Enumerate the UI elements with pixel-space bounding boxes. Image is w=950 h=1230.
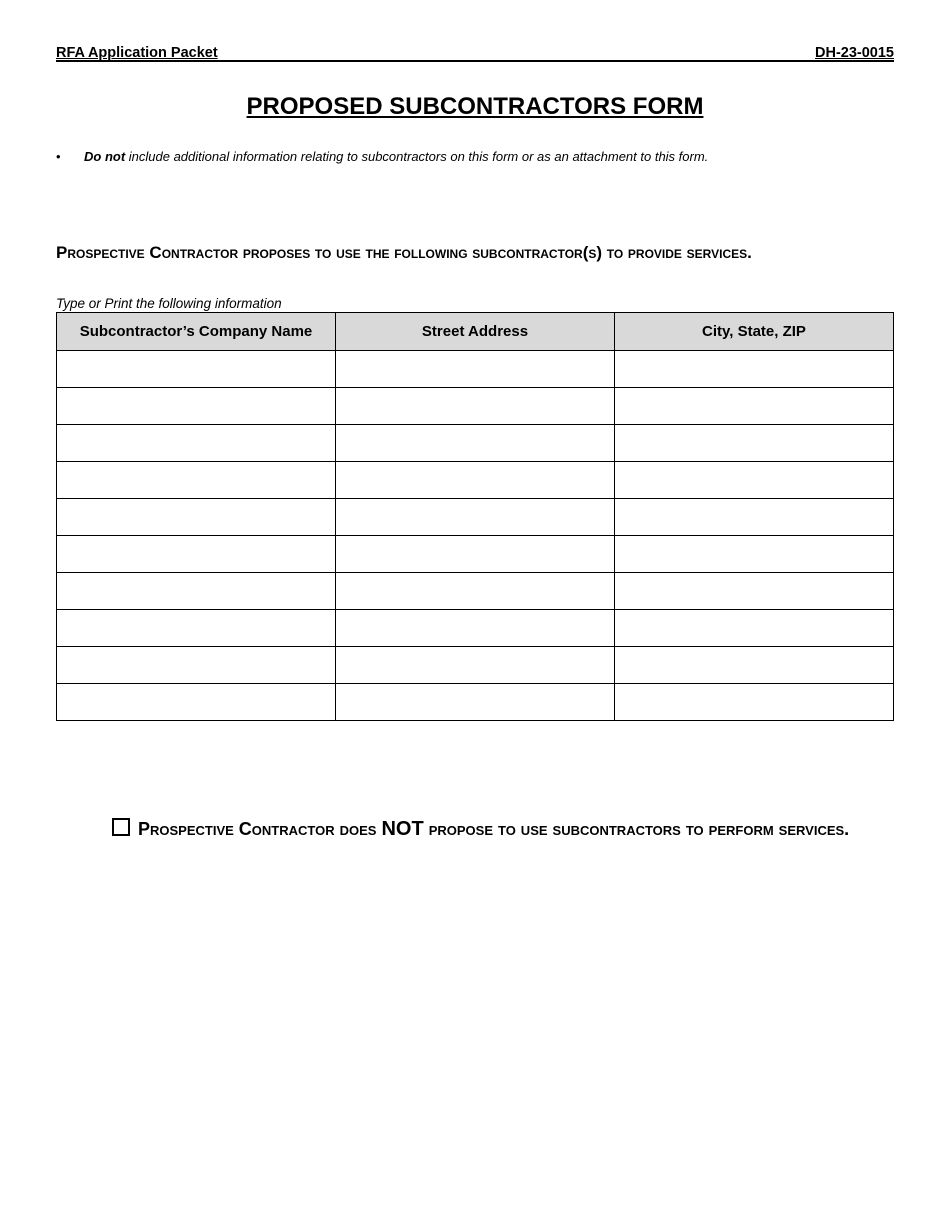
street-address-cell[interactable] [336, 499, 615, 536]
company-name-cell[interactable] [57, 462, 336, 499]
company-name-cell[interactable] [57, 647, 336, 684]
company-name-cell[interactable] [57, 388, 336, 425]
street-address-cell[interactable] [336, 684, 615, 721]
header-document-id: DH-23-0015 [815, 45, 894, 61]
street-address-cell[interactable] [336, 351, 615, 388]
company-name-cell[interactable] [57, 499, 336, 536]
company-name-cell[interactable] [57, 536, 336, 573]
street-address-cell[interactable] [336, 573, 615, 610]
column-header-city-state-zip: City, State, ZIP [615, 313, 894, 351]
city-state-zip-cell[interactable] [615, 351, 894, 388]
company-name-cell[interactable] [57, 684, 336, 721]
table-row [57, 536, 894, 573]
table-row [57, 499, 894, 536]
no-subcontractor-not: NOT [381, 818, 424, 840]
table-row [57, 684, 894, 721]
page-header [56, 45, 894, 62]
no-subcontractor-checkbox[interactable] [112, 818, 130, 836]
form-title: PROPOSED SUBCONTRACTORS FORM [246, 93, 704, 120]
city-state-zip-cell[interactable] [615, 425, 894, 462]
column-header-company-name: Subcontractor’s Company Name [57, 313, 336, 351]
street-address-cell[interactable] [336, 462, 615, 499]
street-address-cell[interactable] [336, 610, 615, 647]
table-body [57, 351, 894, 721]
city-state-zip-cell[interactable] [615, 610, 894, 647]
table-row [57, 462, 894, 499]
no-subcontractor-option [112, 814, 892, 845]
city-state-zip-cell[interactable] [615, 647, 894, 684]
street-address-cell[interactable] [336, 388, 615, 425]
header-packet-title: RFA Application Packet [56, 45, 218, 61]
street-address-cell[interactable] [336, 536, 615, 573]
section-heading: Prospective Contractor proposes to use the following subcontractor(s) to provide services. [56, 243, 752, 262]
instruction-text: Type or Print the following information [56, 296, 282, 311]
column-header-street-address: Street Address [336, 313, 615, 351]
company-name-cell[interactable] [57, 573, 336, 610]
table-header-row [57, 313, 894, 351]
table-row [57, 573, 894, 610]
company-name-cell[interactable] [57, 425, 336, 462]
city-state-zip-cell[interactable] [615, 684, 894, 721]
table-row [57, 388, 894, 425]
notice-rest: include additional information relating to subcontractors on this form or as an attachment to this form. [125, 149, 709, 164]
city-state-zip-cell[interactable] [615, 573, 894, 610]
no-subcontractor-text-part2: propose to use subcontractors to perform services. [423, 819, 850, 839]
city-state-zip-cell[interactable] [615, 499, 894, 536]
company-name-cell[interactable] [57, 351, 336, 388]
bullet-point: • [56, 149, 61, 164]
table-row [57, 610, 894, 647]
street-address-cell[interactable] [336, 425, 615, 462]
table-row [57, 425, 894, 462]
notice-text [84, 149, 708, 164]
street-address-cell[interactable] [336, 647, 615, 684]
city-state-zip-cell[interactable] [615, 388, 894, 425]
company-name-cell[interactable] [57, 610, 336, 647]
city-state-zip-cell[interactable] [615, 536, 894, 573]
table-row [57, 647, 894, 684]
no-subcontractor-text-part1: Prospective Contractor does [138, 819, 382, 839]
city-state-zip-cell[interactable] [615, 462, 894, 499]
notice-emphasis: Do not [84, 149, 126, 164]
table-row [57, 351, 894, 388]
subcontractors-table [56, 312, 894, 721]
